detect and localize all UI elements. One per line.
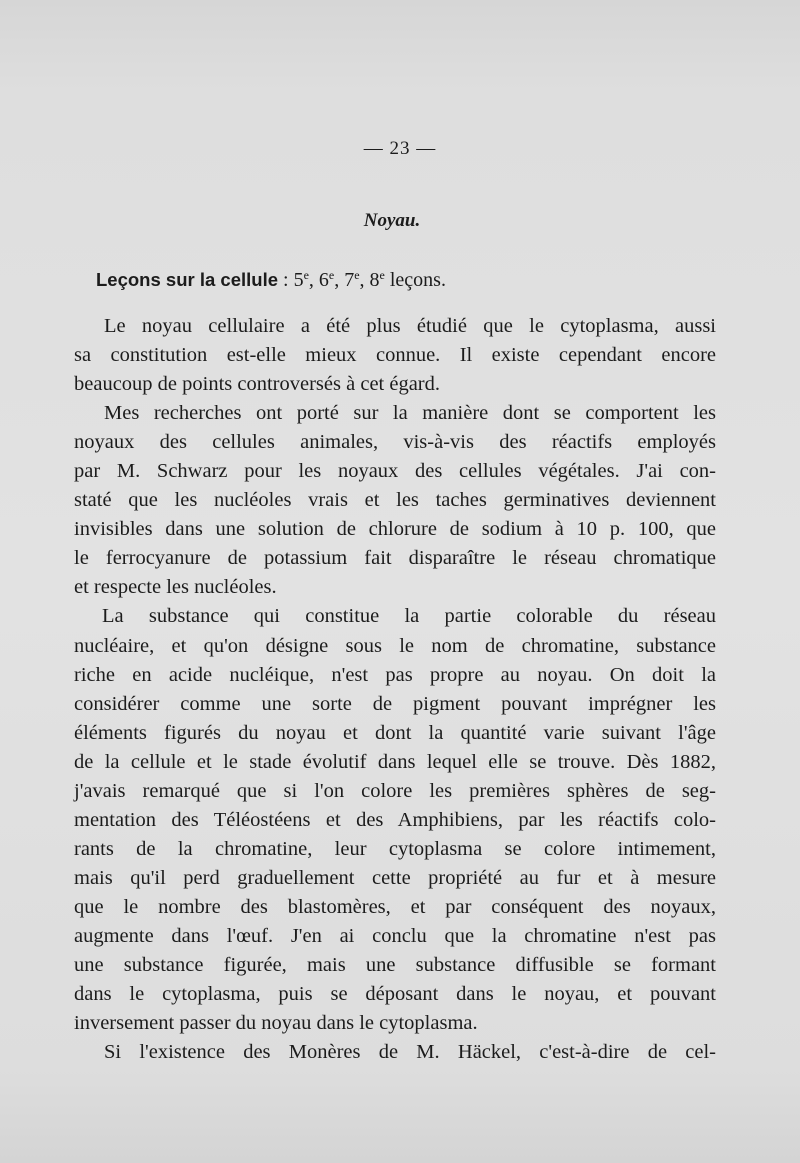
text-line: par M. Schwarz pour les noyaux des cellules végétales. J'ai con-	[74, 460, 716, 483]
text-line: dans le cytoplasma, puis se déposant dans le noyau, et pouvant	[74, 983, 716, 1006]
lecon-7: 7	[344, 269, 355, 291]
lecon-6: 6	[318, 269, 329, 291]
text-line: La substance qui constitue la partie colorable du réseau	[102, 605, 716, 628]
section-title: Noyau.	[363, 210, 421, 231]
text-line: mentation des Téléostéens et des Amphibiens, par les réactifs colo-	[74, 808, 716, 831]
body-text	[74, 312, 716, 1067]
text-line: inversement passer du noyau dans le cytoplasma.	[74, 1012, 478, 1035]
text-line: rants de la chromatine, leur cytoplasma se colore intimement,	[74, 837, 716, 860]
text-line: considérer comme une sorte de pigment pouvant imprégner les	[74, 692, 716, 715]
text-line: augmente dans l'œuf. J'en ai conclu que la chromatine n'est pas	[74, 924, 716, 947]
lecon-5: 5	[293, 269, 304, 291]
reference-separator: :	[278, 269, 294, 291]
text-line: et respecte les nucléoles.	[74, 576, 277, 599]
text-line: le ferrocyanure de potassium fait disparaître le réseau chromatique	[74, 547, 716, 570]
reference-tail: leçons.	[384, 269, 446, 291]
text-line: éléments figurés du noyau et dont la quantité varie suivant l'âge	[74, 721, 716, 744]
lecon-7-sup: e	[354, 268, 360, 282]
text-line: riche en acide nucléique, n'est pas propre au noyau. On doit la	[74, 663, 716, 686]
text-line: nucléaire, et qu'on désigne sous le nom de chromatine, substance	[74, 634, 716, 657]
text-line: Le noyau cellulaire a été plus étudié que le cytoplasma, aussi	[104, 315, 716, 337]
page-number: — 23 —	[363, 138, 437, 159]
lecon-5-sup: e	[303, 268, 309, 282]
reference-label: Leçons sur la cellule	[96, 269, 278, 290]
lecon-6-sup: e	[328, 268, 335, 282]
text-line: beaucoup de points controversés à cet égard.	[74, 373, 441, 396]
text-line: Mes recherches ont porté sur la manière dont se comportent les	[104, 402, 716, 425]
reference-line: Leçons sur la cellule : 5e, 6e, 7e, 8e leçons.	[96, 268, 446, 291]
text-line: une substance figurée, mais une substance diffusible se formant	[74, 954, 716, 977]
text-line: noyaux des cellules animales, vis-à-vis des réactifs employés	[74, 431, 716, 454]
lecon-8-sup: e	[379, 268, 385, 282]
lecon-8: 8	[369, 269, 380, 291]
text-line: mais qu'il perd graduellement cette propriété au fur et à mesure	[74, 866, 716, 889]
text-line: j'avais remarqué que si l'on colore les premières sphères de seg-	[74, 779, 716, 802]
text-line: invisibles dans une solution de chlorure de sodium à 10 p. 100, que	[74, 518, 716, 541]
text-line: de la cellule et le stade évolutif dans lequel elle se trouve. Dès 1882,	[74, 750, 716, 773]
text-line: Si l'existence des Monères de M. Häckel, c'est-à-dire de cel-	[104, 1041, 716, 1064]
text-line: sa constitution est-elle mieux connue. Il existe cependant encore	[74, 344, 716, 367]
text-line: staté que les nucléoles vrais et les taches germinatives deviennent	[74, 489, 716, 512]
text-line: que le nombre des blastomères, et par conséquent des noyaux,	[74, 895, 716, 918]
